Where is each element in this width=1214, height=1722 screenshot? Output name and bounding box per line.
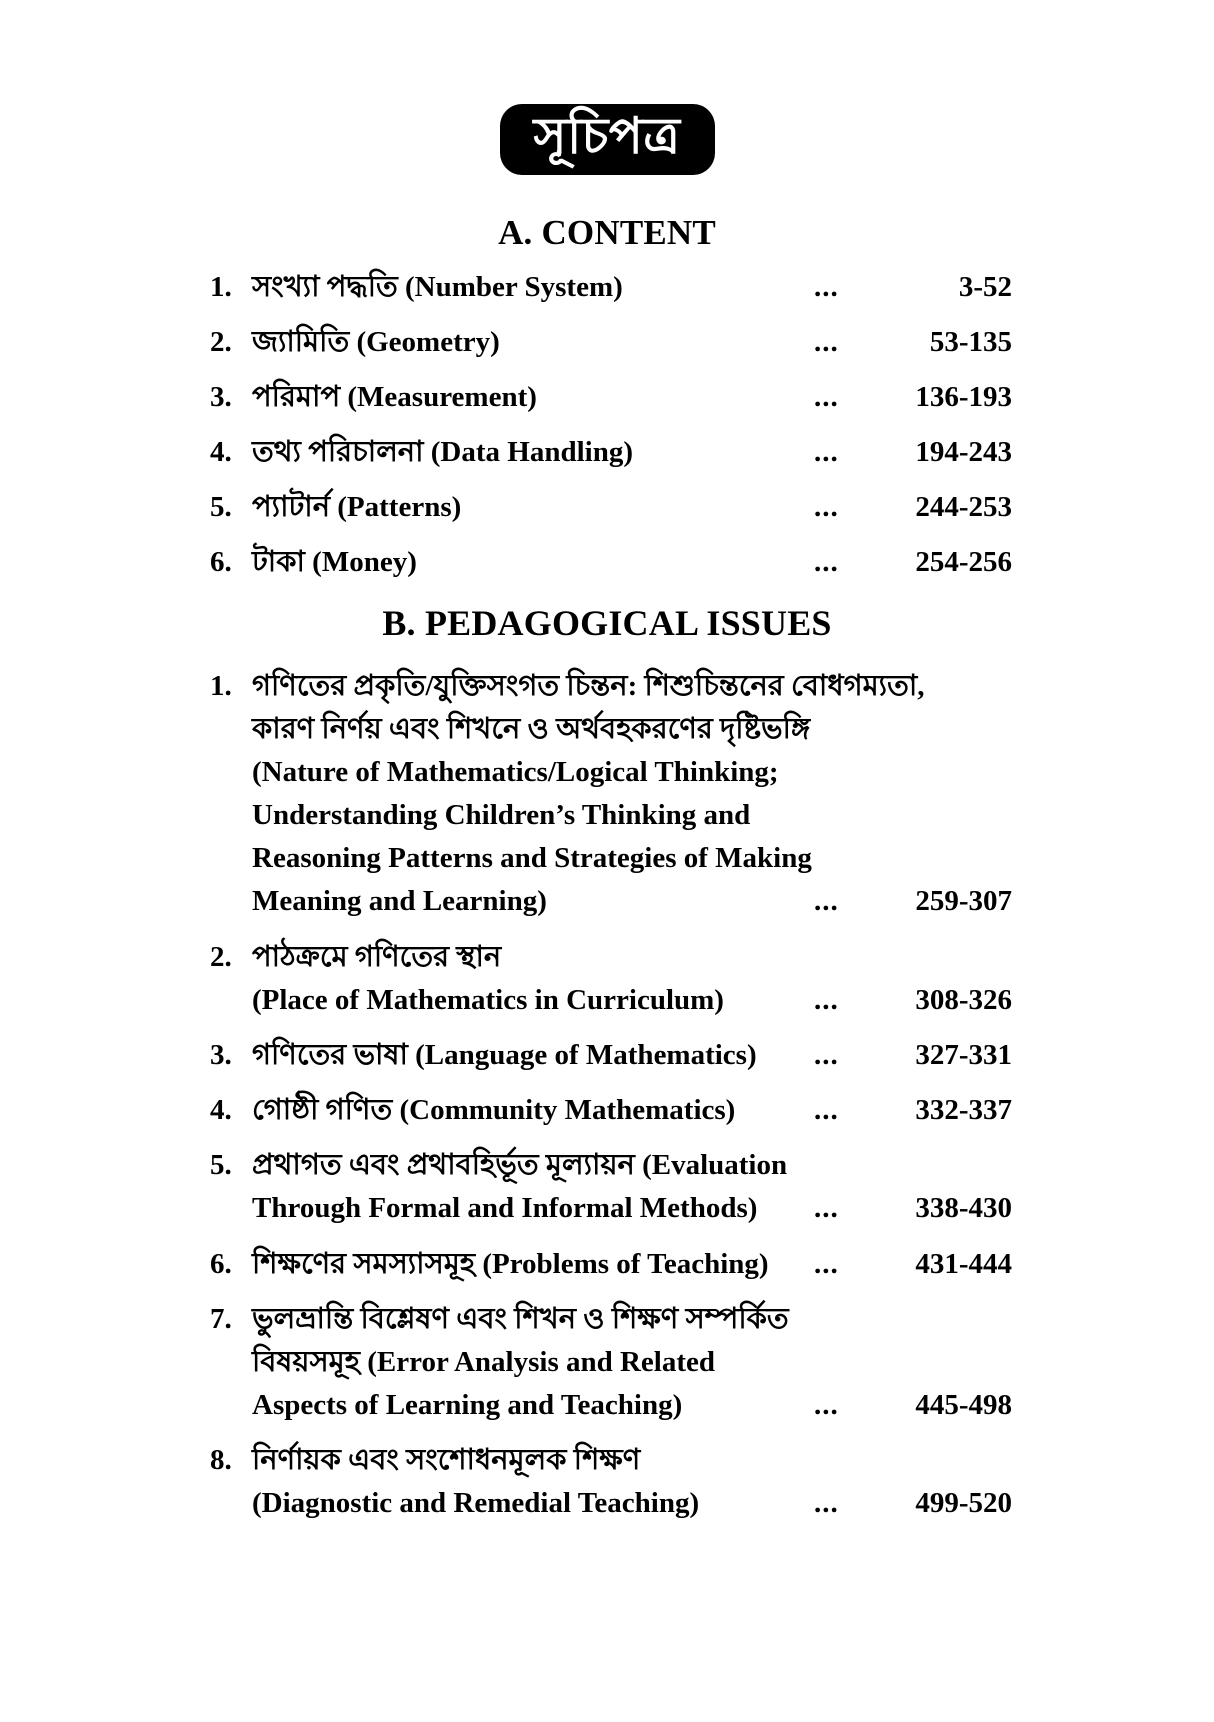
toc-entry-title: গোষ্ঠী গণিত (Community Mathematics) [252, 1094, 736, 1127]
toc-entry[interactable] [210, 542, 1012, 583]
toc-entry-number: 1. [210, 270, 232, 303]
toc-entry-body [252, 937, 1012, 1023]
toc-entry-line [252, 838, 1012, 879]
toc-entry-title: পরিমাপ (Measurement) [252, 380, 537, 413]
toc-leader-dots: ... [814, 1247, 839, 1280]
toc-entry-title: শিক্ষণের সমস্যাসমূহ (Problems of Teaching) [252, 1247, 769, 1280]
toc-entry-body [252, 487, 1012, 528]
toc-entry-title: (Diagnostic and Remedial Teaching) [252, 1487, 700, 1520]
toc-leader-dots: ... [814, 1389, 839, 1422]
toc-entry-line [252, 1440, 1012, 1481]
toc-leader-dots: ... [814, 491, 839, 524]
toc-leader-dots: ... [814, 380, 839, 413]
toc-page-range: 499-520 [915, 1487, 1012, 1520]
toc-entry-title: ভুলভ্রান্তি বিশ্লেষণ এবং শিখন ও শিক্ষণ সম্পর্কিত [252, 1302, 789, 1335]
toc-entry-title: নির্ণায়ক এবং সংশোধনমূলক শিক্ষণ [252, 1444, 641, 1477]
toc-entry-title: কারণ নির্ণয় এবং শিখনে ও অর্থবহকরণের দৃষ্টিভঙ্গি [252, 712, 811, 745]
toc-entry-number: 2. [210, 325, 232, 358]
toc-entry-number: 6. [210, 546, 232, 579]
toc-page-range: 254-256 [915, 546, 1012, 579]
toc-entry[interactable] [210, 322, 1012, 363]
toc-page-range: 327-331 [915, 1038, 1012, 1071]
toc-entry-number: 1. [210, 669, 232, 702]
section-a-list [202, 267, 1012, 584]
toc-entry-line [252, 709, 1012, 750]
toc-entry-title: প্রথাগত এবং প্রথাবহির্ভূত মূল্যায়ন (Evaluation [252, 1149, 788, 1182]
toc-page-range: 431-444 [915, 1247, 1012, 1280]
toc-entry-body [252, 377, 1012, 418]
toc-entry-line [252, 1385, 1012, 1426]
section-a-heading: A. CONTENT [498, 212, 716, 252]
toc-entry[interactable] [210, 377, 1012, 418]
page-title-container [0, 0, 1214, 175]
toc-entry-title: Through Formal and Informal Methods) [252, 1192, 758, 1225]
toc-entry-line [252, 666, 1012, 707]
toc-entry-number: 5. [210, 1149, 232, 1182]
toc-entry-body [252, 1035, 1012, 1078]
toc-entry-line [252, 432, 1012, 473]
toc-leader-dots: ... [814, 270, 839, 303]
toc-page-range: 3-52 [958, 270, 1012, 303]
toc-entry[interactable] [210, 1299, 1012, 1429]
toc-entry-title: প্যাটার্ন (Patterns) [252, 491, 462, 524]
toc-entry-number: 4. [210, 1094, 232, 1127]
toc-entry-title: বিষয়সমূহ (Error Analysis and Related [252, 1345, 716, 1378]
toc-entry-title: (Nature of Mathematics/Logical Thinking; [252, 755, 779, 788]
toc-entry-title: তথ্য পরিচালনা (Data Handling) [252, 436, 633, 469]
toc-entry[interactable] [210, 937, 1012, 1023]
toc-page-range: 338-430 [915, 1192, 1012, 1225]
toc-leader-dots: ... [814, 325, 839, 358]
toc-entry-body [252, 542, 1012, 583]
toc-entry-line [252, 937, 1012, 978]
toc-entry-title: সংখ্যা পদ্ধতি (Number System) [252, 270, 623, 303]
toc-leader-dots: ... [814, 546, 839, 579]
toc-entry-number: 6. [210, 1247, 232, 1280]
section-b-list [202, 666, 1012, 1527]
toc-entry-title: গণিতের প্রকৃতি/যুক্তিসংগত চিন্তন: শিশুচিন্তনের বোধগম্যতা, [252, 669, 925, 702]
toc-entry-line [252, 1145, 1012, 1186]
toc-leader-dots: ... [814, 885, 839, 918]
toc-leader-dots: ... [814, 436, 839, 469]
toc-entry-line [252, 980, 1012, 1021]
toc-page-range: 194-243 [915, 436, 1012, 469]
toc-entry-body [252, 1244, 1012, 1287]
toc-page-range: 136-193 [915, 380, 1012, 413]
section-b-heading: B. PEDAGOGICAL ISSUES [382, 602, 832, 643]
toc-entry[interactable] [210, 1145, 1012, 1231]
toc-entry-line [252, 542, 1012, 583]
toc-leader-dots: ... [814, 983, 839, 1016]
toc-entry[interactable] [210, 1244, 1012, 1287]
toc-entry-body [252, 666, 1012, 925]
toc-entry-title: জ্যামিতি (Geometry) [252, 325, 500, 358]
toc-leader-dots: ... [814, 1038, 839, 1071]
toc-entry-number: 8. [210, 1444, 232, 1477]
toc-entry-title: Reasoning Patterns and Strategies of Making [252, 842, 812, 875]
toc-entry-number: 3. [210, 1038, 232, 1071]
toc-entry-body [252, 1090, 1012, 1133]
toc-entry-title: পাঠক্রমে গণিতের স্থান [252, 940, 502, 973]
toc-entry-title: (Place of Mathematics in Curriculum) [252, 983, 724, 1016]
toc-entry-number: 7. [210, 1302, 232, 1335]
toc-leader-dots: ... [814, 1094, 839, 1127]
toc-entry-body [252, 322, 1012, 363]
toc-page-range: 308-326 [915, 983, 1012, 1016]
toc-entry-number: 3. [210, 380, 232, 413]
toc-entry[interactable] [210, 1090, 1012, 1133]
toc-page-range: 445-498 [915, 1389, 1012, 1422]
toc-page-range: 53-135 [929, 325, 1012, 358]
toc-entry-line [252, 377, 1012, 418]
toc-entry-body [252, 1440, 1012, 1526]
toc-entry-title: Aspects of Learning and Teaching) [252, 1389, 683, 1422]
toc-entry[interactable] [210, 666, 1012, 925]
toc-page-range: 332-337 [915, 1094, 1012, 1127]
toc-entry-title: Understanding Children’s Thinking and [252, 799, 751, 832]
toc-entry-title: টাকা (Money) [252, 546, 417, 579]
toc-entry[interactable] [210, 487, 1012, 528]
toc-entry-body [252, 267, 1012, 308]
toc-entry-number: 4. [210, 436, 232, 469]
toc-entry-title: Meaning and Learning) [252, 885, 547, 918]
toc-entry-line [252, 881, 1012, 922]
toc-entry-line [252, 1090, 1012, 1131]
toc-entry[interactable] [210, 1440, 1012, 1526]
toc-entry-line [252, 795, 1012, 836]
toc-entry-body [252, 432, 1012, 473]
toc-entry-line [252, 322, 1012, 363]
toc-entry-line [252, 1244, 1012, 1285]
toc-page-range: 259-307 [915, 885, 1012, 918]
toc-entry-line [252, 1342, 1012, 1383]
toc-entry-line [252, 1299, 1012, 1340]
toc-page-range: 244-253 [915, 491, 1012, 524]
toc-entry-title: গণিতের ভাষা (Language of Mathematics) [252, 1038, 757, 1071]
toc-entry-number: 5. [210, 491, 232, 524]
toc-entry-line [252, 1188, 1012, 1229]
toc-leader-dots: ... [814, 1487, 839, 1520]
toc-entry-line [252, 267, 1012, 308]
toc-entry-line [252, 752, 1012, 793]
page-title-badge: সূচিপত্র [500, 104, 715, 175]
toc-leader-dots: ... [814, 1192, 839, 1225]
toc-entry-body [252, 1299, 1012, 1429]
toc-entry-line [252, 1483, 1012, 1524]
toc-entry-body [252, 1145, 1012, 1231]
toc-entry[interactable] [210, 1035, 1012, 1078]
toc-entry-line [252, 487, 1012, 528]
toc-entry-line [252, 1035, 1012, 1076]
toc-entry[interactable] [210, 267, 1012, 308]
toc-entry[interactable] [210, 432, 1012, 473]
toc-entry-number: 2. [210, 940, 232, 973]
